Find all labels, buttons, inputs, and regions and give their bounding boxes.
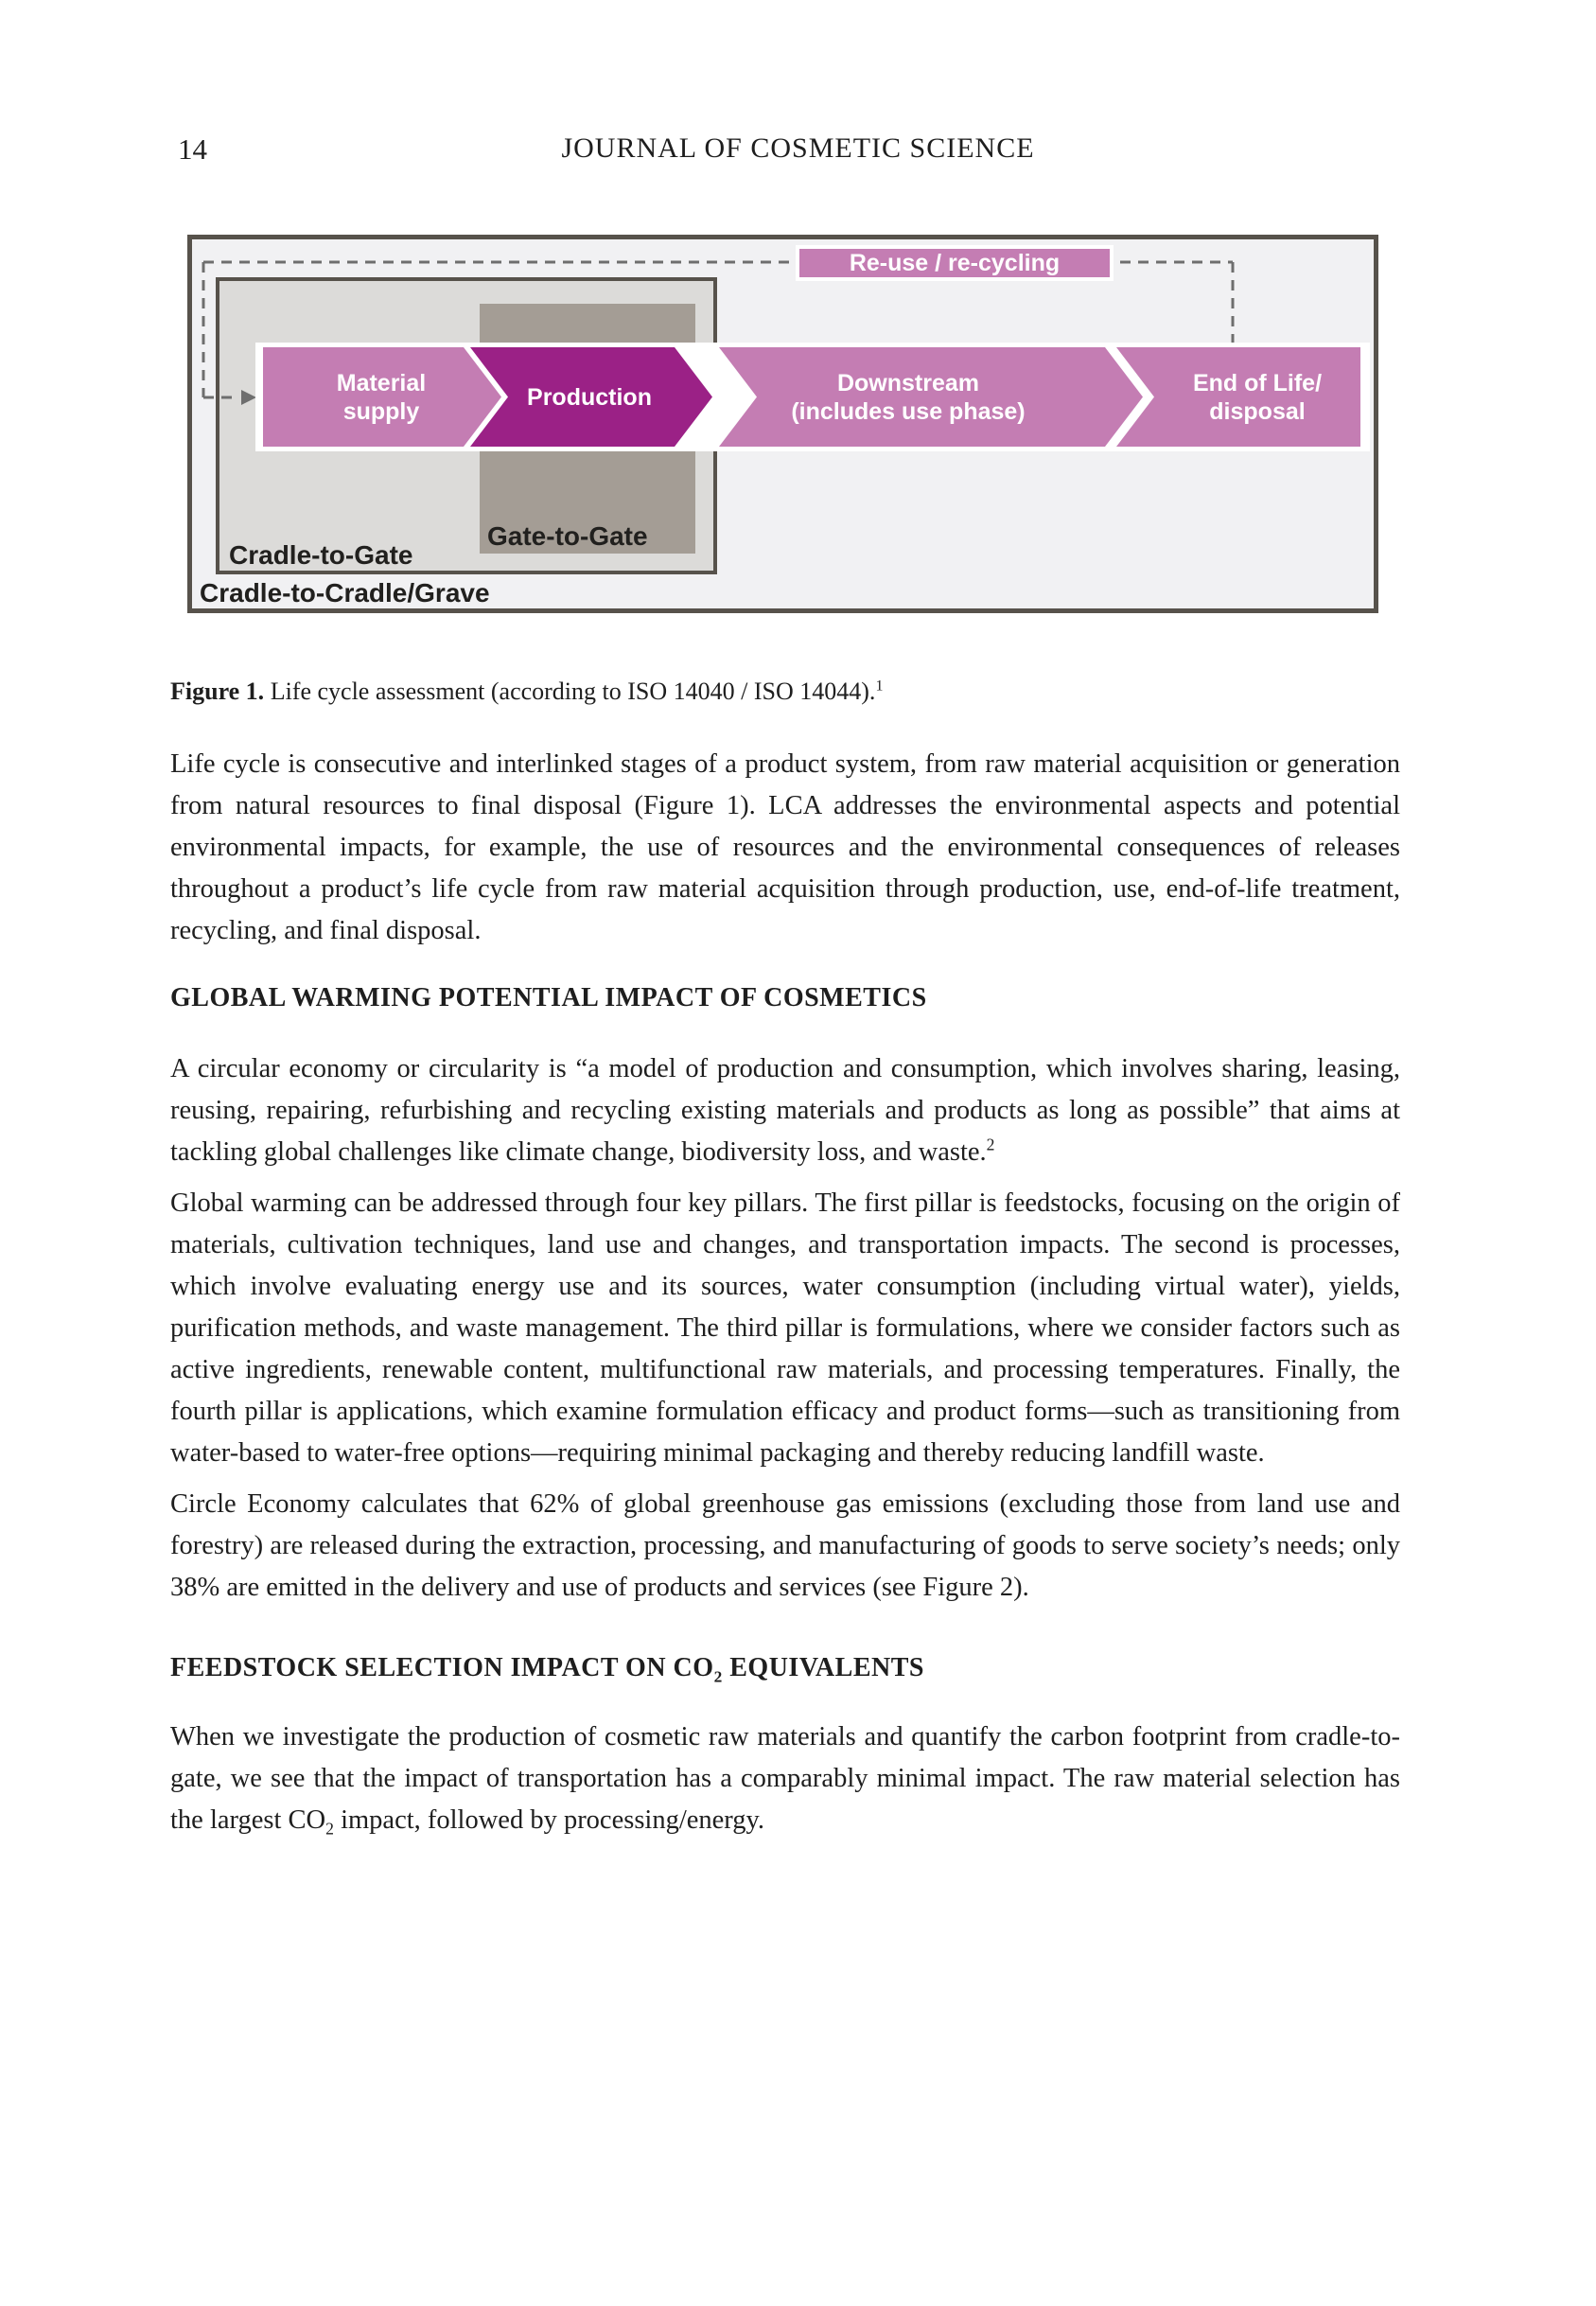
heading-feedstock-selection [170, 1652, 1400, 1684]
heading-feedstock-pre: FEEDSTOCK SELECTION IMPACT ON CO [170, 1653, 714, 1682]
paragraph-circle-economy: Circle Economy calculates that 62% of global greenhouse gas emissions (excluding those from land use and forestry) are released during the extraction, processing, and manufacturing of goods to serve society’s needs; only 38% are emitted in the delivery and use of products and services (see Figure 2). [170, 1489, 1400, 1602]
reuse-recycling-label: Re-use / re-cycling [849, 249, 1061, 276]
heading-feedstock-post: EQUIVALENTS [722, 1653, 924, 1682]
page-number: 14 [178, 132, 207, 166]
cradle-to-gate-label: Cradle-to-Gate [229, 540, 413, 570]
figure-1-diagram [187, 235, 1378, 613]
downstream-label [719, 347, 1097, 447]
end-of-life-line1: End of Life/ [1192, 369, 1323, 396]
figure-1-caption [170, 678, 1400, 706]
paragraph-life-cycle: Life cycle is consecutive and interlinked stages of a product system, from raw material acquisition or generation from natural resources to final disposal (Figure 1). LCA addresses the environmental aspects and potential environmental impacts, for example, the use of resources and the environmental consequences of releases throughout a product’s life cycle from raw material acquisition through production, use, end-of-life treatment, recycling, and final disposal. [170, 749, 1400, 945]
material-supply-line2: supply [342, 397, 420, 425]
paragraph-feedstock-sub: 2 [325, 1819, 334, 1839]
paragraph-feedstock-pre: When we investigate the production of cosmetic raw materials and quantify the carbon footprint from cradle-to-gate, we see that the impact of transportation has a comparably minimal impact. The raw material selection has the largest CO [170, 1722, 1400, 1835]
production-line1: Production [527, 383, 652, 411]
downstream-line2: (includes use phase) [791, 397, 1026, 425]
heading-global-warming: GLOBAL WARMING POTENTIAL IMPACT OF COSMETICS [170, 983, 927, 1012]
reuse-recycling-box [796, 245, 1114, 281]
downstream-line1: Downstream [836, 369, 980, 396]
paragraph-feedstock [170, 1716, 1400, 1841]
end-of-life-label [1154, 347, 1360, 447]
reference-2: 2 [986, 1135, 995, 1154]
article-body [170, 744, 1400, 1841]
journal-title: JOURNAL OF COSMETIC SCIENCE [561, 132, 1035, 164]
figure-caption-text: Life cycle assessment (according to ISO 14040 / ISO 14044). [264, 678, 876, 705]
paragraph-four-pillars: Global warming can be addressed through four key pillars. The first pillar is feedstocks, focusing on the origin of materials, cultivation techniques, land use and changes, and transportation impacts. The second is processes, which involve evaluating energy use and its sources, water consumption (including virtual water), yields, purification methods, and waste management. The third pillar is formulations, where we consider factors such as active ingredients, renewable content, multifunctional raw materials, and processing temperatures. Finally, the fourth pillar is applications, which examine formulation efficacy and product forms—such as transitioning from water-based to water-free options—requiring minimal packaging and thereby reducing landfill waste. [170, 1188, 1400, 1468]
material-supply-line1: Material [336, 369, 427, 396]
gate-to-gate-label: Gate-to-Gate [487, 521, 648, 551]
material-supply-label [263, 347, 500, 447]
production-label [495, 347, 684, 447]
end-of-life-line2: disposal [1209, 397, 1306, 425]
paragraph-circular-economy [170, 1048, 1400, 1173]
paragraph-circular-text: A circular economy or circularity is “a model of production and consumption, which involves sharing, leasing, reusing, repairing, refurbishing and recycling existing materials and products as long as possible” that aims at tackling global challenges like climate change, biodiversity loss, and waste. [170, 1054, 1400, 1167]
heading-feedstock-sub: 2 [713, 1667, 723, 1686]
figure-caption-ref: 1 [875, 678, 884, 695]
figure-caption-label: Figure 1. [170, 678, 265, 705]
paragraph-feedstock-post: impact, followed by processing/energy. [333, 1805, 765, 1835]
cradle-to-cradle-label: Cradle-to-Cradle/Grave [200, 578, 490, 607]
